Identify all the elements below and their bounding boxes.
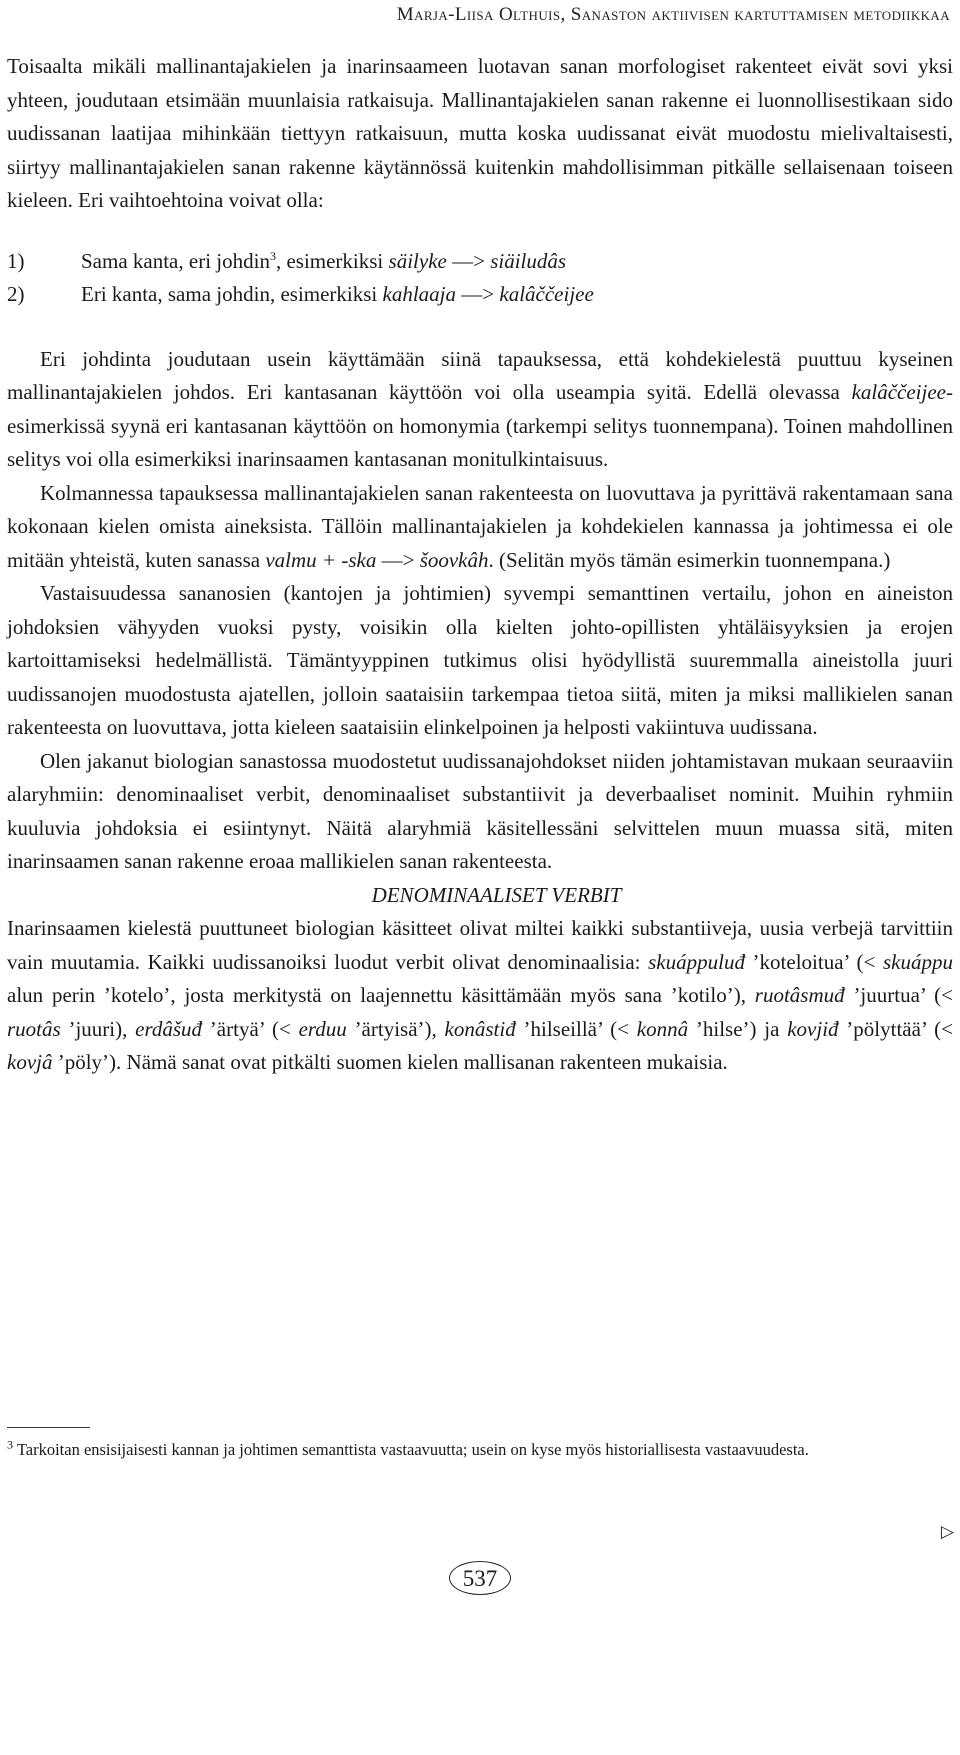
paragraph-6 xyxy=(7,912,953,1080)
text: ’pöly’). Nämä sanat ovat pitkälti suomen kielen mallisanan rakenteen mukaisia. xyxy=(52,1050,728,1074)
text: Kolmannessa tapauksessa mallinantajakielen sanan rakenteesta on luovuttava ja pyrittävä rakentamaan sana kokonaan kielen omista aineksista. Tällöin mallinantajakielen ja kohdekielen kannassa ja johtimessa ei ole mitään yhteistä, kuten sanassa xyxy=(7,480,953,572)
footnote-text: Tarkoitan ensisijaisesti kannan ja johtimen semanttista vastaavuutta; usein on kyse myös historiallisesta vastaavuudesta. xyxy=(13,1440,809,1459)
footnote-marker: 3 xyxy=(7,1437,13,1452)
example-word: siäiludâs xyxy=(490,248,567,273)
text: ’hilse’) ja xyxy=(688,1016,788,1041)
text: ’ärtyä’ (< xyxy=(202,1016,299,1041)
main-text xyxy=(7,50,953,1080)
arrow: —> xyxy=(376,547,420,572)
example-word: valmu + -ska xyxy=(265,547,377,572)
footnote-divider xyxy=(7,1427,90,1428)
example-word: erdâšuđ xyxy=(135,1016,203,1041)
running-header: Marja-Liisa Olthuis, Sanaston aktiivisen kartuttamisen metodiikkaa xyxy=(396,4,950,25)
example-word: kahlaaja xyxy=(382,282,457,306)
text: Olen jakanut biologian sanastossa muodostetut uudissanajohdokset niiden johtamistavan mukaan seuraaviin alaryhmiin: denominaaliset verbit, denominaaliset substantiivit ja deverbaaliset nominit. Muihin ryhmiin kuuluvia johdoksia ei esiintynyt. Näitä alaryhmiä käsitellessäni selvittelen muun muassa sitä, miten inarinsaamen sanan rakenne eroaa mallikielen sanan rakenteesta. xyxy=(7,748,953,873)
text: ’juurtua’ (< xyxy=(844,983,953,1007)
alternatives-list xyxy=(7,245,953,312)
paragraph-1-text: Toisaalta mikäli mallinantajakielen ja inarinsaameen luotavan sanan morfologiset rakenteet eivät sovi yksi yhteen, joudutaan etsimään muunlaisia ratkaisuja. Mallinantajakielen sanan rakenne ei luonnollisestikaan sido uudissanan laatijaa mihinkään tiettyyn ratkaisuun, mutta koska uudissanat eivät muodostu mielivaltaisesti, siirtyy mallinantajakielen sanan rakenne käytännössä kuitenkin mahdollisimman pitkälle sellaisenaan toiseen kieleen. Eri vaihtoehtoina voivat olla: xyxy=(7,54,953,212)
example-word: säilyke xyxy=(388,248,447,273)
paragraph-3 xyxy=(7,477,953,578)
example-word: kovjiđ xyxy=(787,1016,839,1041)
arrow: —> xyxy=(456,282,500,306)
footnote-ref[interactable]: 3 xyxy=(269,248,276,263)
text: ’koteloitua’ (< xyxy=(744,949,883,974)
example-word: skuáppuluđ xyxy=(648,949,745,974)
list-item-1 xyxy=(7,245,953,279)
list-text: Sama kanta, eri johdin xyxy=(81,248,270,273)
example-word: ruotâsmuđ xyxy=(754,983,845,1007)
text: alun perin ’kotelo’, josta merkitystä on laajennettu käsittämään myös sana ’kotilo’), xyxy=(7,983,755,1007)
text: ’juuri), xyxy=(60,1016,136,1041)
text: -esimerkissä syynä eri kantasanan käyttöön on homonymia (tarkempi selitys tuonnempana). Toinen mahdollinen selitys voi olla esimerkiksi inarinsaamen kantasanan monitulkintaisuus. xyxy=(7,380,953,471)
text: ’pölyttää’ (< xyxy=(838,1016,953,1041)
example-word: kalâččeijee xyxy=(851,380,946,404)
list-item-2 xyxy=(7,278,953,312)
example-word: kovjâ xyxy=(7,1050,53,1074)
text: . (Selitän myös tämän esimerkin tuonnempana.) xyxy=(488,547,891,572)
example-word: šoovkâh xyxy=(419,547,489,572)
paragraph-1 xyxy=(7,50,953,218)
paragraph-5 xyxy=(7,745,953,879)
footnote xyxy=(7,1437,953,1463)
text: Eri johdinta joudutaan usein käyttämään siinä tapauksessa, että kohdekielestä puuttuu kyseinen mallinantajakielen johdos. Eri kantasanan käyttöön voi olla useampia syitä. Edellä olevassa xyxy=(7,346,953,404)
page-number: 537 xyxy=(449,1561,511,1595)
example-word: konnâ xyxy=(636,1016,689,1041)
text: Inarinsaamen kielestä puuttuneet biologian käsitteet olivat miltei kaikki substantiiveja, uusia verbejä tarvittiin vain muutamia. Kaikki uudissanoiksi luodut verbit olivat denominaalisia: xyxy=(7,916,953,974)
list-item-text xyxy=(81,278,594,312)
list-number: 1) xyxy=(7,248,25,273)
list-item-text xyxy=(81,245,566,279)
text: ’hilseillä’ (< xyxy=(515,1016,637,1041)
example-word: kalâččeijee xyxy=(499,282,594,306)
paragraph-2 xyxy=(7,343,953,477)
text: ’ärtyisä’), xyxy=(346,1016,445,1041)
example-word: ruotâs xyxy=(7,1016,61,1041)
list-text: , esimerkiksi xyxy=(275,248,389,273)
paragraph-4 xyxy=(7,577,953,745)
next-page-arrow-icon: ▷ xyxy=(940,1522,954,1541)
arrow: —> xyxy=(446,248,491,273)
list-number: 2) xyxy=(7,282,25,306)
example-word: konâstiđ xyxy=(444,1016,516,1041)
example-word: erduu xyxy=(298,1016,347,1041)
section-heading: DENOMINAALISET VERBIT xyxy=(371,882,622,907)
text: Vastaisuudessa sananosien (kantojen ja johtimien) syvempi semanttinen vertailu, johon en aineiston johdoksien vähyyden vuoksi pysty, voisikin olla kielten johto-opillisten yhtäläisyyksien ja erojen kartoittamiseksi hedelmällistä. Tämäntyyppinen tutkimus olisi hyödyllistä suuremmalla aineistolla juuri uudissanojen muodostusta ajatellen, jolloin saataisiin tarkempaa tietoa siitä, miten ja miksi mallikielen sanan rakenteesta on luovuttava, jotta kieleen saataisiin elinkelpoinen ja helposti vakiintuva uudissana. xyxy=(7,581,953,739)
list-text: Eri kanta, sama johdin, esimerkiksi xyxy=(81,282,383,306)
example-word: skuáppu xyxy=(883,949,953,974)
